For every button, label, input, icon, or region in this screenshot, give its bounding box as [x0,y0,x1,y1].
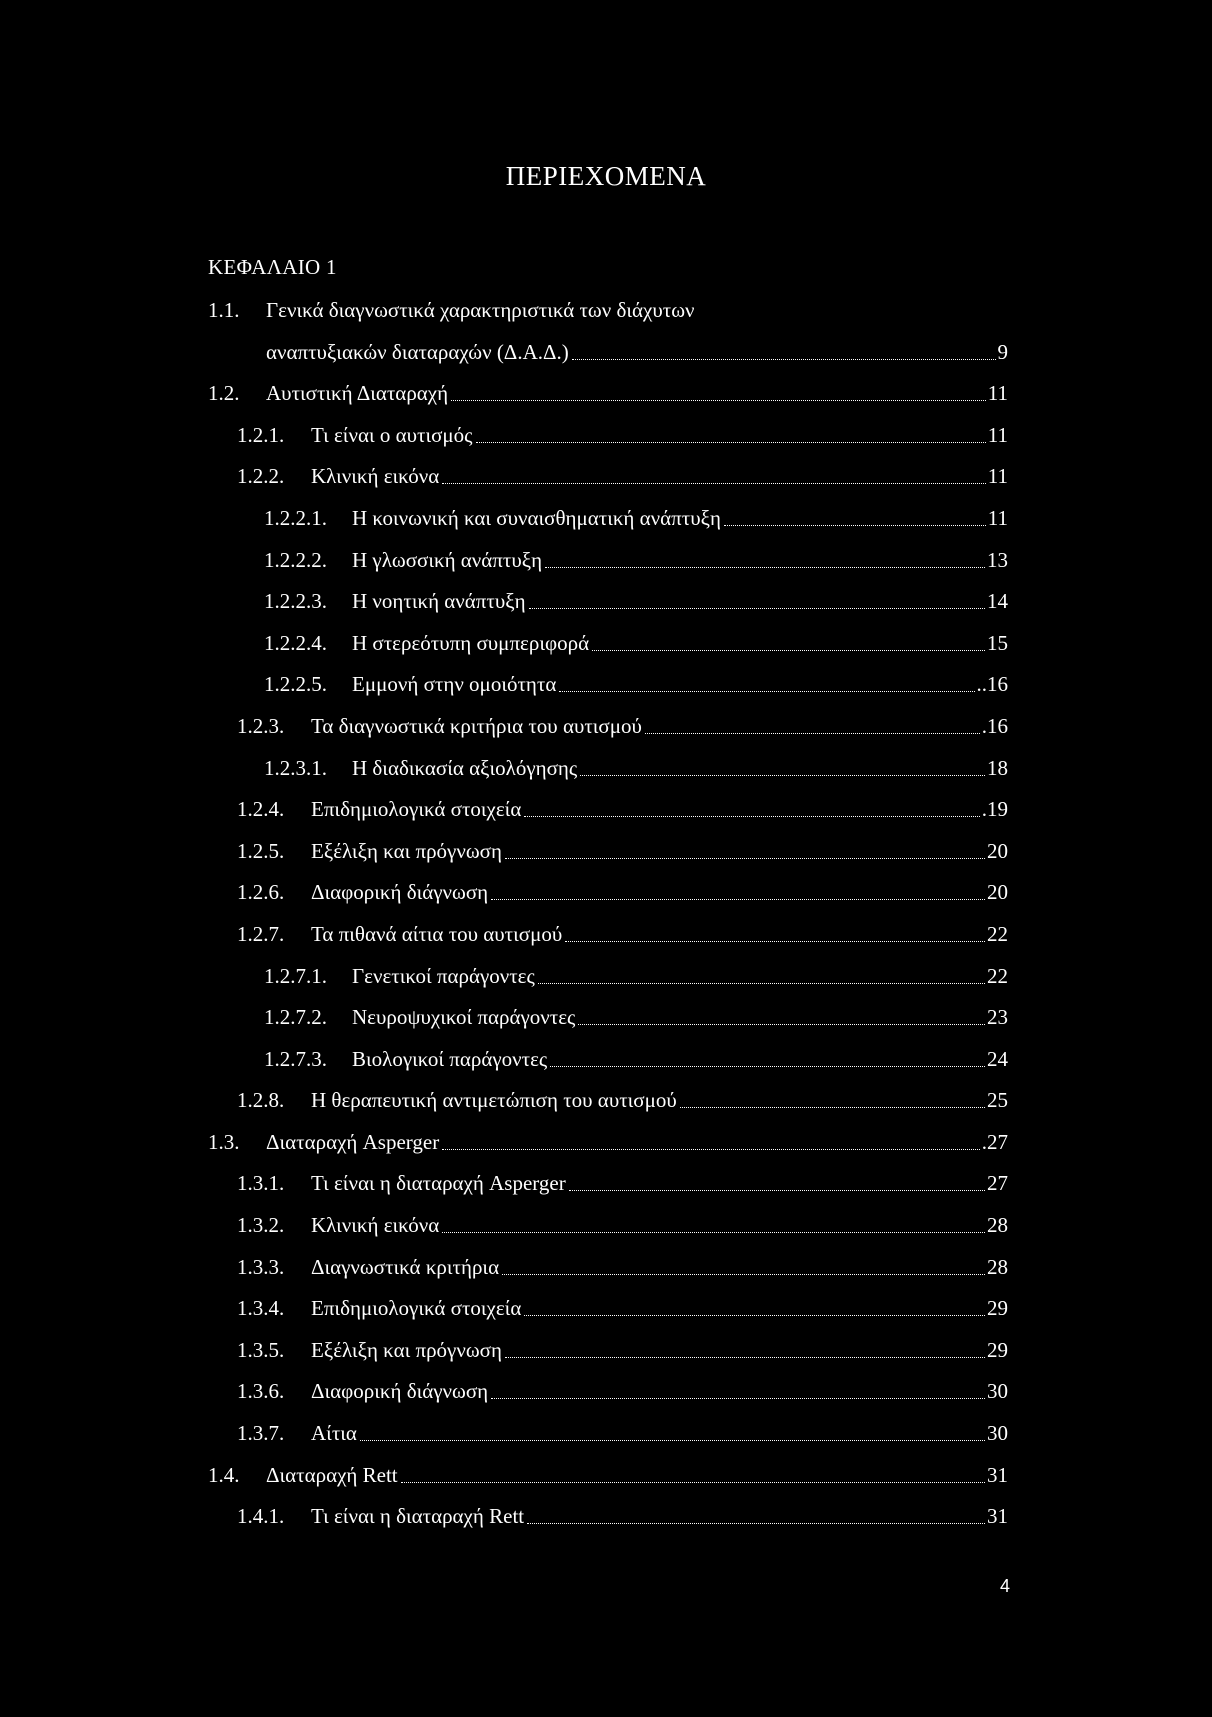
toc-dot-leader [491,897,985,900]
toc-entry[interactable] [0,1371,1212,1413]
toc-entry-line [352,669,1008,699]
toc-entry-number: 1.2.3. [237,713,285,738]
toc-entry-title: Διαφορική διάγνωση [311,880,489,905]
toc-dot-leader [442,1147,980,1150]
toc-dot-leader [529,606,985,609]
toc-entry-page: 25 [987,1088,1008,1113]
toc-dot-leader [565,939,985,942]
toc-entry-number: 1.2.7.3. [264,1046,327,1071]
toc-entry-page: 13 [987,547,1008,572]
toc-entry-number: 1.4. [208,1462,240,1487]
toc-entry-title: Εμμονή στην ομοιότητα [352,672,557,697]
toc-dot-leader [442,1230,985,1233]
toc-entry-line [311,711,1008,741]
toc-entry-line [311,794,1008,824]
toc-entry-page: 20 [987,838,1008,863]
toc-entry-page: 22 [987,921,1008,946]
toc-entry-number: 1.2.2.3. [264,589,327,614]
toc-entry-page: 23 [987,1005,1008,1030]
toc-entry-number: 1.3.2. [237,1213,285,1238]
toc-entry-number: 1.1. [208,298,240,322]
toc-entry-number: 1.2.5. [237,838,285,863]
toc-entry-page: 15 [987,630,1008,655]
toc-entry-title: Γενετικοί παράγοντες [352,963,535,988]
toc-dot-leader [442,481,985,484]
toc-dot-leader [360,1438,985,1441]
toc-entry-number: 1.3.4. [237,1296,285,1321]
toc-entry-page: 18 [987,755,1008,780]
toc-entry[interactable] [0,581,1212,623]
toc-entry[interactable] [0,706,1212,748]
toc-entry[interactable] [0,1413,1212,1455]
toc-entry-page: 28 [987,1254,1008,1279]
toc-dot-leader [524,1313,985,1316]
toc-entry[interactable] [0,498,1212,540]
toc-dot-leader [550,1064,985,1067]
toc-entry-number: 1.3.7. [237,1421,285,1446]
page-title: ΠΕΡΙΕΧΟΜΕΝΑ [505,161,707,191]
toc-entry-number: 1.2.7. [237,921,285,946]
toc-entry-number: 1.2.6. [237,880,285,905]
toc-entry[interactable] [0,1205,1212,1247]
toc-entry-title: Εξέλιξη και πρόγνωση [311,838,502,863]
toc-dot-leader [401,1480,985,1483]
toc-entry-line [311,1168,1008,1198]
toc-entry-page: 11 [987,422,1008,447]
toc-dot-leader [491,1396,985,1399]
toc-entry-line [311,461,1008,491]
toc-entry[interactable] [0,1330,1212,1372]
toc-entry[interactable] [0,623,1212,665]
toc-entry-number: 1.3.6. [237,1379,285,1404]
toc-dot-leader [724,523,986,526]
toc-entry-title: Τα πιθανά αίτια του αυτισμού [311,921,563,946]
toc-dot-leader [578,1022,985,1025]
toc-entry[interactable] [0,1496,1212,1538]
toc-entry-page: 11 [987,381,1008,406]
toc-entry-page: 28 [987,1213,1008,1238]
toc-entry-title: Κλινική εικόνα [311,1213,440,1238]
toc-entry-line [352,503,1008,533]
toc-entry-title: Αίτια [311,1421,357,1446]
toc-entry-number: 1.2.2.4. [264,630,327,655]
toc-entry[interactable] [0,456,1212,498]
toc-entry-page: .19 [981,797,1008,822]
toc-entry[interactable] [0,997,1212,1039]
toc-entry-page: 20 [987,880,1008,905]
toc-entry-number: 1.2.7.1. [264,963,327,988]
toc-entry-title: Βιολογικοί παράγοντες [352,1046,548,1071]
toc-dot-leader [476,440,986,443]
toc-entry-line [266,1127,1008,1157]
toc-entry[interactable] [0,1122,1212,1164]
toc-entry-line [352,586,1008,616]
toc-entry[interactable] [0,540,1212,582]
toc-entry-line [311,1252,1008,1282]
toc-dot-leader [680,1105,985,1108]
toc-entry[interactable] [0,831,1212,873]
toc-dot-leader [505,1355,985,1358]
toc-entry-line [266,378,1008,408]
toc-entry-line [311,1293,1008,1323]
toc-entry[interactable] [0,1288,1212,1330]
toc-entry-number: 1.2.8. [237,1088,285,1113]
toc-entry-number: 1.3. [208,1129,240,1154]
toc-entry-title: Η θεραπευτική αντιμετώπιση του αυτισμού [311,1088,677,1113]
toc-entry-title: Η κοινωνική και συναισθηματική ανάπτυξη [352,505,721,530]
toc-entry[interactable] [0,872,1212,914]
toc-entry-line [311,919,1008,949]
toc-entry-line [266,1460,1008,1490]
toc-entry-title: Αυτιστική Διαταραχή [266,381,449,406]
toc-entry[interactable] [0,373,1212,415]
toc-entry[interactable] [0,1247,1212,1289]
toc-entry[interactable] [0,1455,1212,1497]
toc-entry-title: Επιδημιολογικά στοιχεία [311,1296,522,1321]
toc-entry[interactable] [0,748,1212,790]
toc-dot-leader [502,1272,985,1275]
toc-entry-line [311,1418,1008,1448]
table-of-contents [0,290,1212,1538]
toc-entry-title: αναπτυξιακών διαταραχών (Δ.Α.Δ.) [266,339,569,364]
toc-entry-title: Η στερεότυπη συμπεριφορά [352,630,590,655]
toc-entry-line [311,1376,1008,1406]
toc-entry-title: Επιδημιολογικά στοιχεία [311,797,522,822]
toc-entry-line [352,628,1008,658]
toc-entry-title: Διαταραχή Rett [266,1462,398,1487]
toc-entry-line [311,836,1008,866]
toc-entry-line [311,1335,1008,1365]
page-number: 4 [1000,1576,1011,1596]
toc-entry-page: 27 [987,1171,1008,1196]
toc-entry-number: 1.2.2.1. [264,505,327,530]
toc-entry-page: 29 [987,1296,1008,1321]
toc-dot-leader [645,731,980,734]
toc-dot-leader [524,814,979,817]
toc-entry-line [311,420,1008,450]
toc-entry-title: Διαγνωστικά κριτήρια [311,1254,500,1279]
toc-entry-number: 1.2.3.1. [264,755,327,780]
toc-entry-line [352,1002,1008,1032]
toc-entry-page: 11 [987,505,1008,530]
toc-entry-number: 1.2.2.5. [264,672,327,697]
toc-entry-number: 1.2.1. [237,422,285,447]
toc-entry-title: Κλινική εικόνα [311,464,440,489]
toc-entry[interactable] [0,956,1212,998]
toc-entry[interactable] [0,1080,1212,1122]
toc-entry-title: Γενικά διαγνωστικά χαρακτηριστικά των διάχυτων [266,298,695,322]
toc-entry-line [352,961,1008,991]
toc-entry-page: .16 [981,713,1008,738]
toc-entry-number: 1.3.5. [237,1337,285,1362]
toc-entry[interactable] [0,914,1212,956]
toc-entry[interactable] [0,332,1212,374]
toc-entry-title: Η γλωσσική ανάπτυξη [352,547,543,572]
toc-dot-leader [527,1521,985,1524]
toc-dot-leader [538,981,985,984]
toc-entry[interactable] [0,1163,1212,1205]
toc-entry-number: 1.3.1. [237,1171,285,1196]
toc-entry-page: .27 [981,1129,1008,1154]
toc-entry-number: 1.3.3. [237,1254,285,1279]
chapter-heading: ΚΕΦΑΛΑΙΟ 1 [208,255,337,279]
toc-entry-page: 9 [997,339,1008,364]
toc-entry-page: ..16 [976,672,1008,697]
toc-entry-line [266,337,1008,367]
toc-entry[interactable] [0,789,1212,831]
toc-dot-leader [592,648,985,651]
toc-entry-line [311,1085,1008,1115]
toc-entry-page: 11 [987,464,1008,489]
toc-entry-title: Εξέλιξη και πρόγνωση [311,1337,502,1362]
toc-entry-title: Η νοητική ανάπτυξη [352,589,526,614]
toc-entry-line [311,1501,1008,1531]
toc-entry-line [352,753,1008,783]
toc-entry-title: Τι είναι η διαταραχή Rett [311,1504,525,1529]
toc-dot-leader [569,1188,985,1191]
toc-entry-title: Νευροψυχικοί παράγοντες [352,1005,576,1030]
toc-entry-line [311,877,1008,907]
toc-entry-page: 30 [987,1421,1008,1446]
toc-entry-number: 1.2.4. [237,797,285,822]
toc-entry-page: 24 [987,1046,1008,1071]
toc-dot-leader [451,398,986,401]
toc-entry-page: 31 [987,1462,1008,1487]
toc-entry-title: Τι είναι ο αυτισμός [311,422,473,447]
toc-entry-line [311,1210,1008,1240]
toc-entry[interactable] [0,1039,1212,1081]
toc-entry-page: 29 [987,1337,1008,1362]
toc-dot-leader [580,773,985,776]
toc-entry-line [266,295,695,325]
toc-dot-leader [559,689,974,692]
toc-entry-title: Τι είναι η διαταραχή Asperger [311,1171,566,1196]
toc-entry-page: 22 [987,963,1008,988]
toc-entry-title: Η διαδικασία αξιολόγησης [352,755,578,780]
toc-entry-number: 1.4.1. [237,1504,285,1529]
toc-entry-page: 14 [987,589,1008,614]
toc-entry-line [352,545,1008,575]
toc-entry[interactable] [0,664,1212,706]
toc-entry-title: Τα διαγνωστικά κριτήρια του αυτισμού [311,713,642,738]
toc-entry-title: Διαφορική διάγνωση [311,1379,489,1404]
toc-entry[interactable] [0,290,1212,332]
toc-entry-number: 1.2.2. [237,464,285,489]
toc-entry-page: 30 [987,1379,1008,1404]
toc-dot-leader [545,565,985,568]
toc-entry-number: 1.2.7.2. [264,1005,327,1030]
toc-entry-number: 1.2.2.2. [264,547,327,572]
toc-entry-title: Διαταραχή Asperger [266,1129,440,1154]
toc-entry-page: 31 [987,1504,1008,1529]
toc-entry-number: 1.2. [208,381,240,406]
toc-dot-leader [505,856,985,859]
toc-entry[interactable] [0,415,1212,457]
toc-dot-leader [572,357,996,360]
toc-entry-line [352,1044,1008,1074]
